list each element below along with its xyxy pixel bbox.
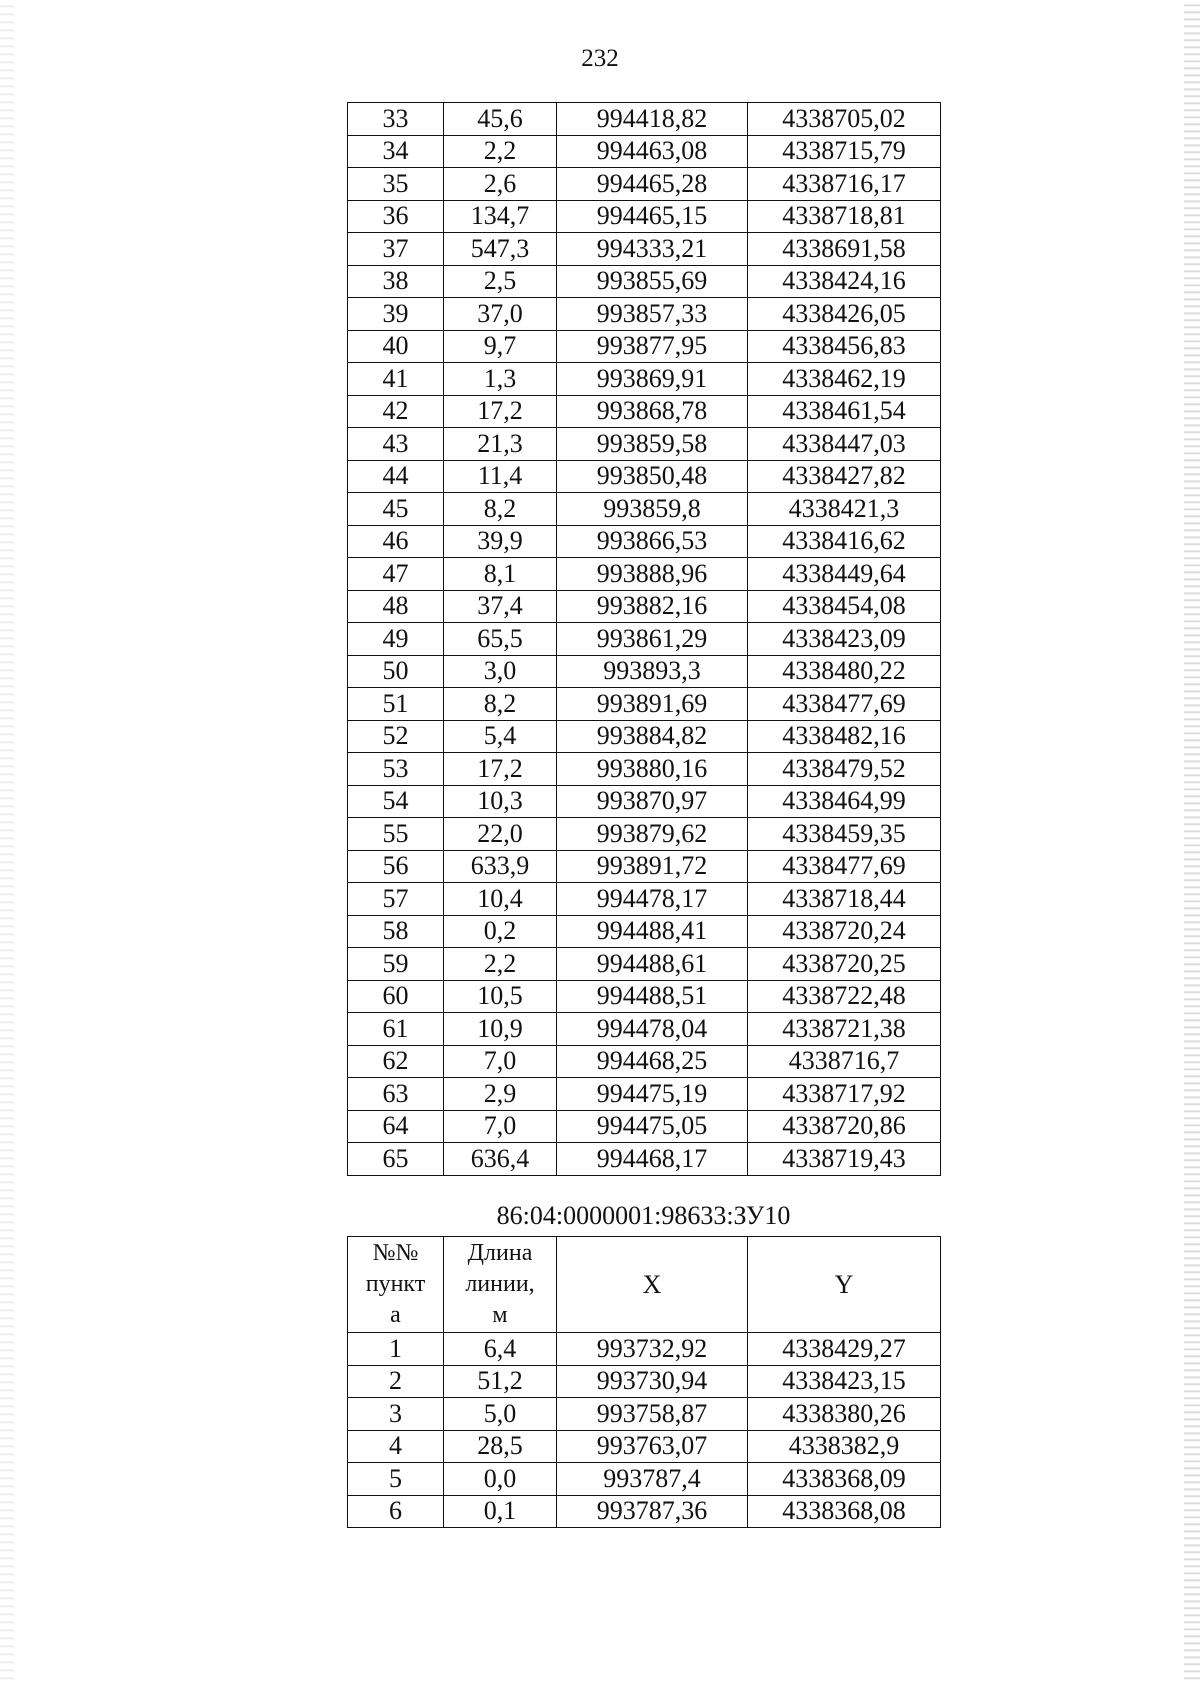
cell-line-length: 0,2 — [444, 915, 557, 948]
cell-x: 994465,28 — [557, 168, 748, 201]
cell-x: 994333,21 — [557, 233, 748, 266]
cell-x: 993861,29 — [557, 623, 748, 656]
cell-y: 4338477,69 — [748, 688, 941, 721]
cell-y: 4338426,05 — [748, 298, 941, 331]
cell-y: 4338454,08 — [748, 590, 941, 623]
cell-point-number: 65 — [348, 1143, 444, 1176]
cell-x: 993870,97 — [557, 785, 748, 818]
cell-point-number: 3 — [348, 1398, 444, 1431]
cell-point-number: 60 — [348, 980, 444, 1013]
table-row — [348, 850, 941, 883]
header-line-length — [444, 1237, 557, 1333]
cell-x: 994488,51 — [557, 980, 748, 1013]
cell-x: 994478,04 — [557, 1013, 748, 1046]
cell-y: 4338380,26 — [748, 1398, 941, 1431]
cell-point-number: 62 — [348, 1045, 444, 1078]
cell-line-length: 8,2 — [444, 688, 557, 721]
cell-y: 4338716,17 — [748, 168, 941, 201]
cell-y: 4338718,81 — [748, 200, 941, 233]
table-row — [348, 1045, 941, 1078]
cell-point-number: 41 — [348, 363, 444, 396]
table-row — [348, 590, 941, 623]
table-row — [348, 1110, 941, 1143]
cell-line-length: 5,0 — [444, 1398, 557, 1431]
cell-line-length: 2,2 — [444, 135, 557, 168]
cell-point-number: 4 — [348, 1430, 444, 1463]
cell-x: 993787,36 — [557, 1495, 748, 1528]
parcel-table-body — [348, 1333, 941, 1528]
cell-line-length: 636,4 — [444, 1143, 557, 1176]
cell-line-length: 21,3 — [444, 428, 557, 461]
cell-line-length: 0,1 — [444, 1495, 557, 1528]
table-row — [348, 200, 941, 233]
cell-y: 4338715,79 — [748, 135, 941, 168]
cell-y: 4338368,09 — [748, 1463, 941, 1496]
coordinates-table-continued — [347, 102, 941, 1176]
cell-y: 4338720,24 — [748, 915, 941, 948]
table-row — [348, 1078, 941, 1111]
cell-line-length: 633,9 — [444, 850, 557, 883]
table-row — [348, 1430, 941, 1463]
cell-y: 4338427,82 — [748, 460, 941, 493]
cell-point-number: 34 — [348, 135, 444, 168]
cell-x: 993730,94 — [557, 1365, 748, 1398]
table-row — [348, 655, 941, 688]
cell-x: 994478,17 — [557, 883, 748, 916]
cell-y: 4338456,83 — [748, 330, 941, 363]
table-row — [348, 753, 941, 786]
cell-x: 994488,61 — [557, 948, 748, 981]
table-row — [348, 428, 941, 461]
cell-x: 993888,96 — [557, 558, 748, 591]
table-row — [348, 1398, 941, 1431]
cell-x: 993877,95 — [557, 330, 748, 363]
page-number: 232 — [581, 45, 619, 72]
cell-x: 993850,48 — [557, 460, 748, 493]
table-row — [348, 818, 941, 851]
cell-point-number: 46 — [348, 525, 444, 558]
cell-point-number: 37 — [348, 233, 444, 266]
cell-point-number: 48 — [348, 590, 444, 623]
cell-y: 4338464,99 — [748, 785, 941, 818]
table-row — [348, 168, 941, 201]
cell-x: 993763,07 — [557, 1430, 748, 1463]
cell-x: 993884,82 — [557, 720, 748, 753]
cell-line-length: 5,4 — [444, 720, 557, 753]
header-x: X — [557, 1237, 748, 1333]
table-row — [348, 298, 941, 331]
scan-edge-right — [1184, 0, 1200, 1682]
cell-line-length: 10,3 — [444, 785, 557, 818]
cell-point-number: 33 — [348, 103, 444, 136]
cell-line-length: 37,4 — [444, 590, 557, 623]
cell-line-length: 10,9 — [444, 1013, 557, 1046]
cell-line-length: 65,5 — [444, 623, 557, 656]
cell-point-number: 1 — [348, 1333, 444, 1366]
cell-line-length: 9,7 — [444, 330, 557, 363]
cell-point-number: 47 — [348, 558, 444, 591]
cell-x: 993879,62 — [557, 818, 748, 851]
cell-point-number: 54 — [348, 785, 444, 818]
cell-point-number: 58 — [348, 915, 444, 948]
cell-x: 993857,33 — [557, 298, 748, 331]
cell-x: 993868,78 — [557, 395, 748, 428]
table-row — [348, 330, 941, 363]
cell-y: 4338718,44 — [748, 883, 941, 916]
cell-point-number: 2 — [348, 1365, 444, 1398]
cell-point-number: 56 — [348, 850, 444, 883]
cell-y: 4338462,19 — [748, 363, 941, 396]
table-row — [348, 1333, 941, 1366]
table-row — [348, 493, 941, 526]
cell-x: 994468,25 — [557, 1045, 748, 1078]
cell-point-number: 36 — [348, 200, 444, 233]
table-row — [348, 525, 941, 558]
cell-line-length: 10,5 — [444, 980, 557, 1013]
cell-line-length: 10,4 — [444, 883, 557, 916]
cell-y: 4338382,9 — [748, 1430, 941, 1463]
cell-point-number: 64 — [348, 1110, 444, 1143]
cell-x: 993893,3 — [557, 655, 748, 688]
cell-point-number: 55 — [348, 818, 444, 851]
cell-line-length: 7,0 — [444, 1045, 557, 1078]
cell-x: 994465,15 — [557, 200, 748, 233]
header-line-length-line-3: м — [492, 1302, 508, 1329]
cell-x: 993859,58 — [557, 428, 748, 461]
cell-line-length: 0,0 — [444, 1463, 557, 1496]
cell-x: 994475,19 — [557, 1078, 748, 1111]
cell-x: 994463,08 — [557, 135, 748, 168]
cell-y: 4338716,7 — [748, 1045, 941, 1078]
cell-x: 993891,72 — [557, 850, 748, 883]
cell-line-length: 8,2 — [444, 493, 557, 526]
cell-point-number: 61 — [348, 1013, 444, 1046]
cell-point-number: 45 — [348, 493, 444, 526]
cell-y: 4338480,22 — [748, 655, 941, 688]
cell-y: 4338368,08 — [748, 1495, 941, 1528]
cell-line-length: 11,4 — [444, 460, 557, 493]
table-row — [348, 688, 941, 721]
table-row — [348, 980, 941, 1013]
cell-line-length: 134,7 — [444, 200, 557, 233]
cell-line-length: 1,3 — [444, 363, 557, 396]
cell-y: 4338423,15 — [748, 1365, 941, 1398]
cell-y: 4338429,27 — [748, 1333, 941, 1366]
parcel-coordinates-table — [347, 1236, 941, 1528]
table-row — [348, 135, 941, 168]
cell-line-length: 39,9 — [444, 525, 557, 558]
table-row — [348, 785, 941, 818]
cell-y: 4338720,86 — [748, 1110, 941, 1143]
cell-x: 993758,87 — [557, 1398, 748, 1431]
cell-line-length: 547,3 — [444, 233, 557, 266]
cell-line-length: 51,2 — [444, 1365, 557, 1398]
cell-y: 4338416,62 — [748, 525, 941, 558]
cell-point-number: 42 — [348, 395, 444, 428]
table-row — [348, 1495, 941, 1528]
cell-point-number: 59 — [348, 948, 444, 981]
cell-line-length: 2,2 — [444, 948, 557, 981]
cell-y: 4338705,02 — [748, 103, 941, 136]
cell-line-length: 2,6 — [444, 168, 557, 201]
cell-point-number: 57 — [348, 883, 444, 916]
cell-point-number: 40 — [348, 330, 444, 363]
table-row — [348, 883, 941, 916]
table-row — [348, 558, 941, 591]
cell-line-length: 2,5 — [444, 265, 557, 298]
cell-y: 4338424,16 — [748, 265, 941, 298]
cell-y: 4338477,69 — [748, 850, 941, 883]
cell-y: 4338449,64 — [748, 558, 941, 591]
cell-x: 993859,8 — [557, 493, 748, 526]
cell-line-length: 17,2 — [444, 753, 557, 786]
cell-point-number: 49 — [348, 623, 444, 656]
cell-x: 994488,41 — [557, 915, 748, 948]
cell-y: 4338423,09 — [748, 623, 941, 656]
cell-x: 993787,4 — [557, 1463, 748, 1496]
cell-y: 4338447,03 — [748, 428, 941, 461]
header-line-length-line-2: линии, — [465, 1270, 535, 1297]
cell-x: 993866,53 — [557, 525, 748, 558]
table-row — [348, 948, 941, 981]
header-point-number-line-1: №№ — [372, 1239, 419, 1266]
cell-point-number: 5 — [348, 1463, 444, 1496]
cell-x: 993869,91 — [557, 363, 748, 396]
cell-y: 4338461,54 — [748, 395, 941, 428]
coordinates-table-body — [348, 103, 941, 1176]
table-row — [348, 103, 941, 136]
cell-line-length: 45,6 — [444, 103, 557, 136]
cell-y: 4338722,48 — [748, 980, 941, 1013]
cell-y: 4338721,38 — [748, 1013, 941, 1046]
cell-point-number: 50 — [348, 655, 444, 688]
table-row — [348, 395, 941, 428]
cell-point-number: 51 — [348, 688, 444, 721]
cell-line-length: 2,9 — [444, 1078, 557, 1111]
table-row — [348, 1463, 941, 1496]
cell-y: 4338719,43 — [748, 1143, 941, 1176]
cell-line-length: 6,4 — [444, 1333, 557, 1366]
cell-line-length: 7,0 — [444, 1110, 557, 1143]
cell-y: 4338482,16 — [748, 720, 941, 753]
cell-line-length: 37,0 — [444, 298, 557, 331]
cell-point-number: 52 — [348, 720, 444, 753]
cell-point-number: 63 — [348, 1078, 444, 1111]
cell-point-number: 39 — [348, 298, 444, 331]
header-point-number-line-3: а — [390, 1302, 401, 1329]
cell-x: 994418,82 — [557, 103, 748, 136]
table-row — [348, 1365, 941, 1398]
cell-line-length: 8,1 — [444, 558, 557, 591]
cell-y: 4338720,25 — [748, 948, 941, 981]
table-row — [348, 363, 941, 396]
header-y: Y — [748, 1237, 941, 1333]
cell-point-number: 35 — [348, 168, 444, 201]
cell-line-length: 3,0 — [444, 655, 557, 688]
cell-line-length: 28,5 — [444, 1430, 557, 1463]
table-row — [348, 915, 941, 948]
table-header-row — [348, 1237, 941, 1333]
cell-x: 994468,17 — [557, 1143, 748, 1176]
table-row — [348, 1013, 941, 1046]
cell-y: 4338479,52 — [748, 753, 941, 786]
cell-line-length: 22,0 — [444, 818, 557, 851]
cell-line-length: 17,2 — [444, 395, 557, 428]
table-row — [348, 233, 941, 266]
cell-x: 993891,69 — [557, 688, 748, 721]
scan-edge-left — [0, 0, 14, 1682]
cell-point-number: 44 — [348, 460, 444, 493]
cell-y: 4338421,3 — [748, 493, 941, 526]
cell-x: 993880,16 — [557, 753, 748, 786]
table-row — [348, 460, 941, 493]
cell-point-number: 43 — [348, 428, 444, 461]
cell-x: 993882,16 — [557, 590, 748, 623]
table-row — [348, 623, 941, 656]
header-point-number-line-2: пункт — [365, 1270, 426, 1297]
header-point-number — [348, 1237, 444, 1333]
cell-y: 4338691,58 — [748, 233, 941, 266]
cell-y: 4338717,92 — [748, 1078, 941, 1111]
table-row — [348, 265, 941, 298]
parcel-cadastral-number: 86:04:0000001:98633:ЗУ10 — [496, 1201, 791, 1230]
cell-point-number: 53 — [348, 753, 444, 786]
table-row — [348, 720, 941, 753]
cell-x: 993732,92 — [557, 1333, 748, 1366]
cell-point-number: 6 — [348, 1495, 444, 1528]
cell-point-number: 38 — [348, 265, 444, 298]
cell-y: 4338459,35 — [748, 818, 941, 851]
cell-x: 993855,69 — [557, 265, 748, 298]
table-row — [348, 1143, 941, 1176]
header-line-length-line-1: Длина — [467, 1239, 533, 1266]
cell-x: 994475,05 — [557, 1110, 748, 1143]
